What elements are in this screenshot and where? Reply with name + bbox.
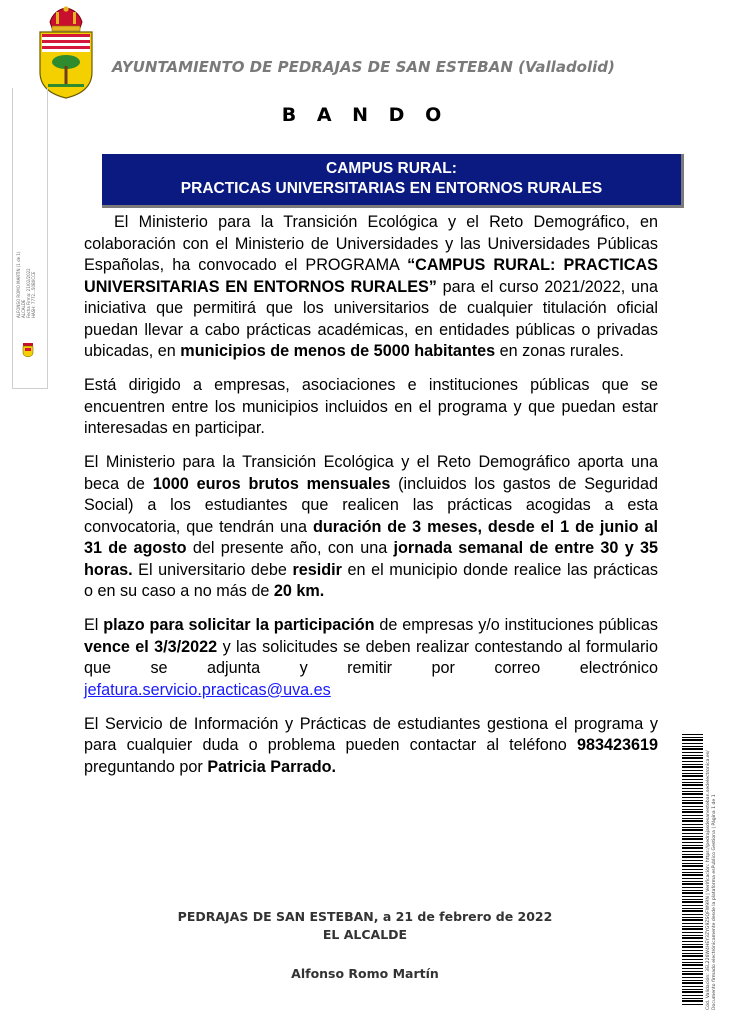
signer-name: Alfonso Romo Martín bbox=[291, 966, 439, 981]
banner-title-line-1: CAMPUS RURAL: bbox=[326, 160, 457, 177]
paragraph-application-deadline: El plazo para solicitar la participación de empresas y/o instituciones públicas vence el 3/3/2022 y las solicitudes se deben realizar contestando al formulario que se adjunta y remitir por correo electrónico jefatura.servicio.practicas@uva.es bbox=[84, 616, 658, 699]
signer-role: EL ALCALDE bbox=[322, 927, 408, 942]
paragraph-scholarship-details: El Ministerio para la Transición Ecológica y el Reto Demográfico aporta una beca de 1000 euros brutos mensuales (incluidos los gastos de Seguridad Social) a los estudiantes que realicen las prácticas acogidas a esta convocatoria, que tendrán una duración de 3 meses, desde el 1 de junio al 31 de agosto del presente año, con una jornada semanal de entre 30 y 35 horas. El universitario debe residir en el municipio donde realice las prácticas o en su caso a no más de 20 km. bbox=[84, 453, 659, 600]
verification-text: Cód. Validación: 3EL226W4HEY3ZYG9ZSQFW9RN | Verificación: https://pedrajasdesanesteban.sedelectronica.es/ Documento firmado electrónicamente desde la plataforma esPublico Gestiona | Página 1 de 1 bbox=[706, 750, 717, 1010]
paragraph-target-audience: Está dirigido a empresas, asociaciones e instituciones públicas que se encuentren entre los municipios incluidos en el programa y que puedan estar interesadas en participar. bbox=[84, 376, 658, 437]
notice-body bbox=[84, 212, 658, 791]
phone-number: 983423619 bbox=[576, 736, 658, 754]
email-link[interactable]: jefatura.servicio.practicas@uva.es bbox=[84, 680, 331, 699]
coat-of-arms-logo bbox=[36, 4, 96, 100]
paragraph-program-intro: El Ministerio para la Transición Ecológica y el Reto Demográfico, en colaboración con el Ministerio de Universidades y las Universidades Públicas Españolas, ha convocado el PROGRAMA “CAMPUS RURAL: PRACTICAS UNIVERSITARIAS EN ENTORNOS RURALES” para el curso 2021/2022, una iniciativa que permitirá que los universitarios de cualquier titulación oficial puedan llevar a cabo prácticas académicas, en entidades públicas o privadas ubicadas, en municipios de menos de 5000 habitantes en zonas rurales. bbox=[84, 213, 659, 360]
banner-title-line-2: PRACTICAS UNIVERSITARIAS EN ENTORNOS RURALES bbox=[180, 180, 603, 197]
place-and-date: PEDRAJAS DE SAN ESTEBAN, a 21 de febrero de 2022 bbox=[177, 909, 553, 924]
title-banner bbox=[102, 154, 684, 208]
document-type-heading: B A N D O bbox=[281, 104, 449, 126]
signature-block bbox=[0, 908, 730, 983]
organization-name: AYUNTAMIENTO DE PEDRAJAS DE SAN ESTEBAN (Valladolid) bbox=[112, 58, 615, 76]
paragraph-contact-info: El Servicio de Información y Prácticas de estudiantes gestiona el programa y para cualquier duda o problema pueden contactar al teléfono 983423619 preguntando por Patricia Parrado. bbox=[84, 714, 658, 776]
verification-barcode bbox=[682, 733, 703, 1005]
signature-stamp-text: ALFONSO ROMO MARTÍN (1 de 1) ALCALDE Fecha Firma: 21/02/2022 HASH: 7772...50B0CCE bbox=[16, 251, 36, 318]
small-crest-icon bbox=[22, 343, 34, 357]
contact-person: Patricia Parrado. bbox=[207, 757, 336, 776]
